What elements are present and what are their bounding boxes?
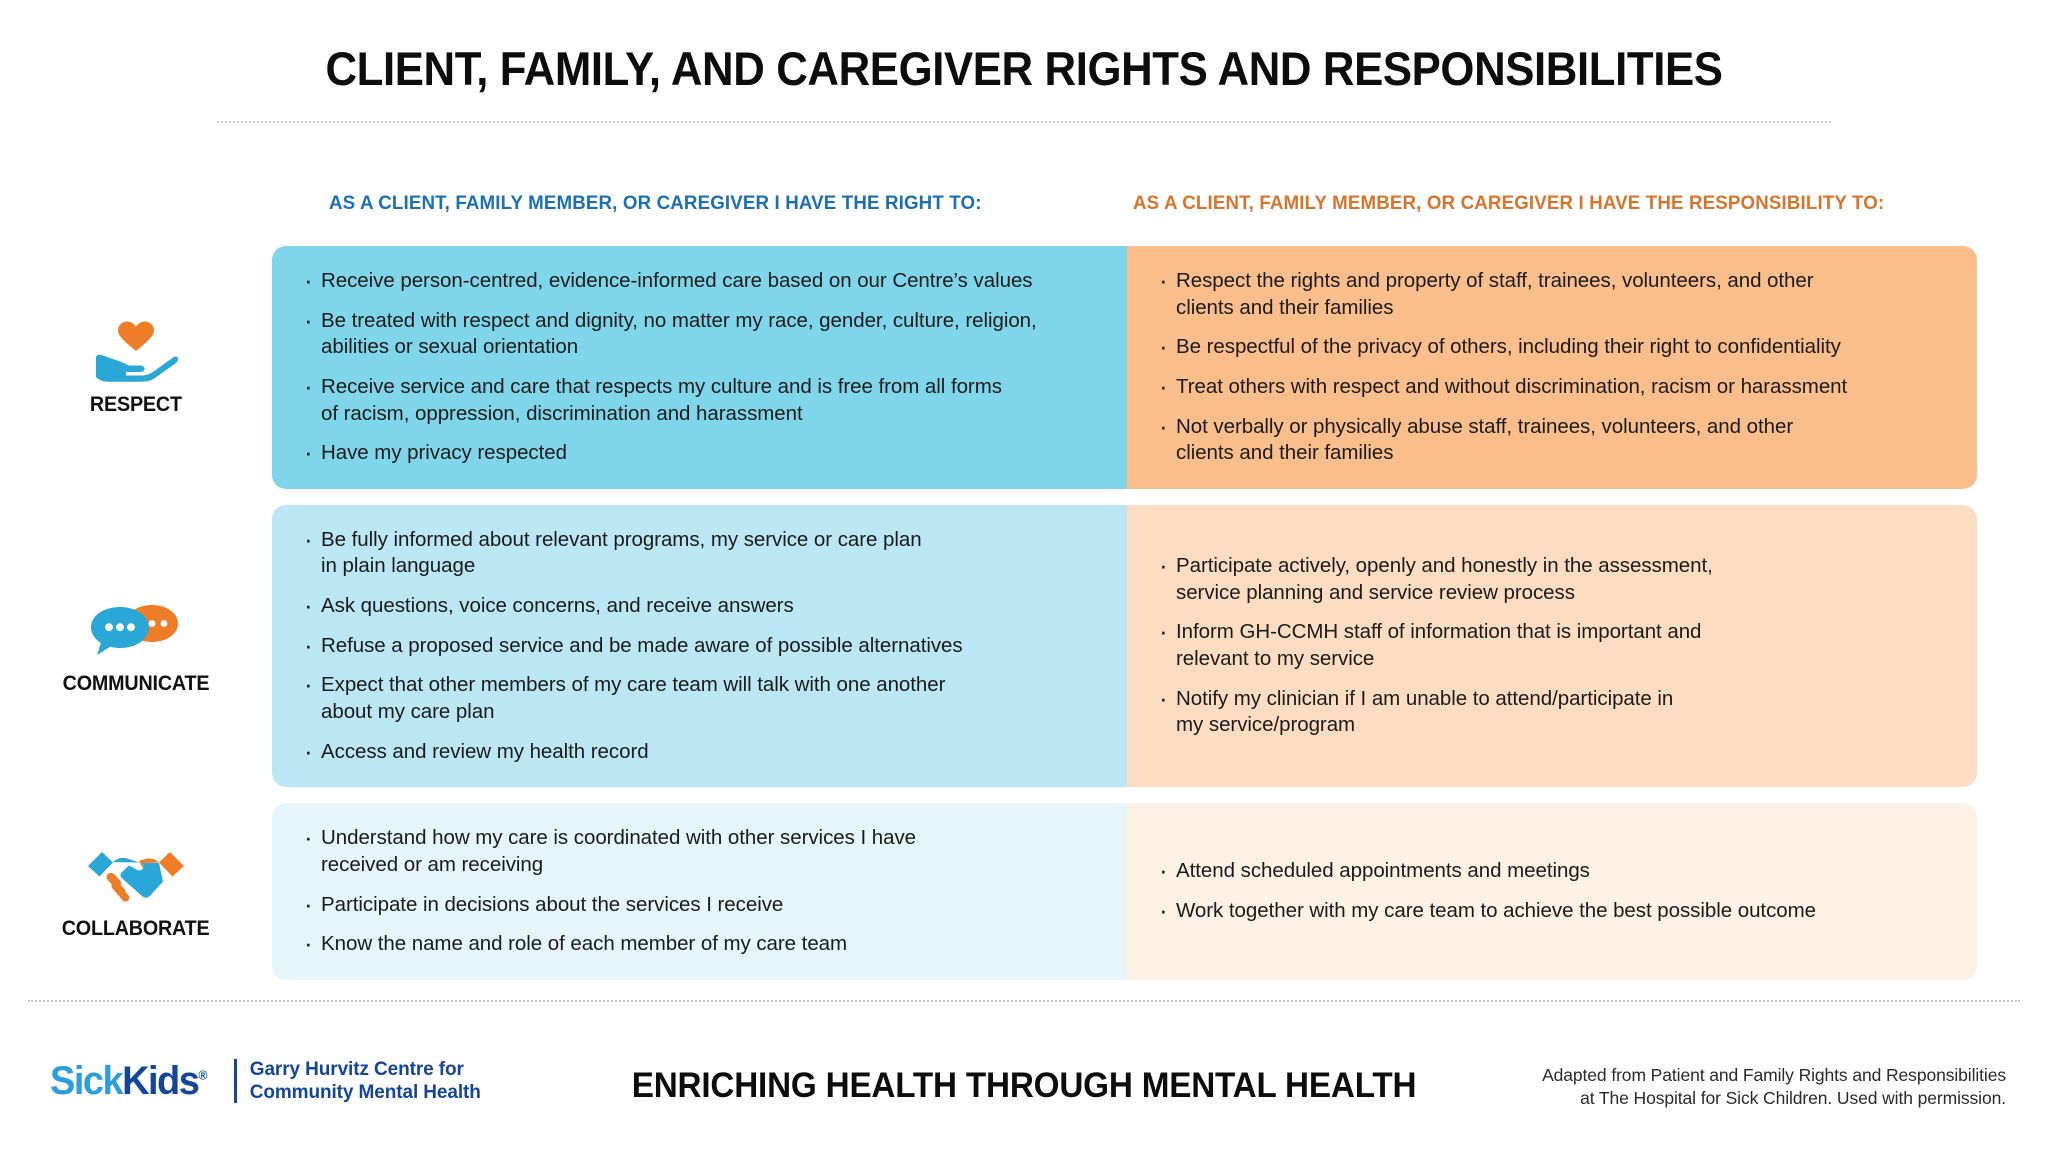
- responsibilities-bullet: [1157, 334, 1947, 361]
- responsibilities-bullet-list: [1157, 858, 1947, 924]
- category-gutter: [0, 246, 272, 489]
- responsibilities-bullet: [1157, 619, 1947, 672]
- bullet-line1: Receive service and care that respects my culture and is free from all forms: [321, 374, 1002, 398]
- rights-column-header: AS A CLIENT, FAMILY MEMBER, OR CAREGIVER I HAVE THE RIGHT TO:: [329, 192, 982, 214]
- bullet-line1: Participate in decisions about the services I receive: [321, 892, 784, 916]
- rights-bullet-list: [302, 825, 1097, 958]
- bullet-line1: Refuse a proposed service and be made aware of possible alternatives: [321, 633, 963, 657]
- bullet-line1: Inform GH-CCMH staff of information that is important and: [1176, 620, 1702, 644]
- logo-centre-name-line1: Garry Hurvitz Centre for: [249, 1059, 464, 1080]
- handshake-icon: [86, 842, 186, 908]
- matrix-row: [0, 803, 2048, 980]
- category-label: COMMUNICATE: [62, 671, 210, 695]
- responsibilities-bullet: [1157, 686, 1947, 739]
- page-title: CLIENT, FAMILY, AND CAREGIVER RIGHTS AND RESPONSIBILITIES: [325, 42, 1723, 95]
- rights-bullet-list: [302, 527, 1097, 765]
- rights-bullet: [302, 374, 1097, 427]
- footer: [0, 1030, 2048, 1140]
- rights-panel: [272, 803, 1127, 980]
- bullet-line2: clients and their families: [1176, 295, 1394, 319]
- matrix-row: [0, 246, 2048, 489]
- responsibilities-bullet-list: [1157, 553, 1947, 739]
- responsibilities-bullet: [1157, 374, 1947, 401]
- rights-panel: [272, 505, 1127, 787]
- logo-sick-text: Sick: [50, 1059, 123, 1104]
- bullet-line2: of racism, oppression, discrimination and harassment: [321, 401, 803, 425]
- bullet-line2: my service/program: [1176, 713, 1356, 737]
- responsibilities-bullet: [1157, 858, 1947, 885]
- responsibilities-panel: [1127, 246, 1977, 489]
- footer-attribution: [1542, 1064, 2006, 1110]
- responsibilities-bullet: [1157, 898, 1947, 925]
- rights-bullet: [302, 268, 1097, 295]
- responsibilities-column-header: AS A CLIENT, FAMILY MEMBER, OR CAREGIVER I HAVE THE RESPONSIBILITY TO:: [1133, 192, 1885, 214]
- rights-bullet: [302, 892, 1097, 919]
- responsibilities-bullet-list: [1157, 268, 1947, 467]
- rights-bullet: [302, 527, 1097, 580]
- bullet-line1: Ask questions, voice concerns, and receive answers: [321, 594, 794, 618]
- rights-bullet: [302, 633, 1097, 660]
- column-headers: [0, 192, 2048, 224]
- category-gutter: [0, 505, 272, 787]
- title-divider: [217, 121, 1831, 123]
- bullet-line1: Be respectful of the privacy of others, including their right to confidentiality: [1176, 335, 1841, 359]
- responsibilities-bullet: [1157, 553, 1947, 606]
- bullet-line2: clients and their families: [1176, 441, 1394, 465]
- category-label: RESPECT: [90, 392, 182, 416]
- heart-in-hand-icon: [86, 318, 186, 384]
- bullet-line1: Attend scheduled appointments and meetings: [1176, 859, 1590, 883]
- logo-kids-text: Kids: [122, 1059, 199, 1104]
- rights-bullet: [302, 739, 1097, 766]
- footer-tagline: ENRICHING HEALTH THROUGH MENTAL HEALTH: [631, 1066, 1417, 1105]
- attribution-line1: Adapted from Patient and Family Rights and Responsibilities: [1542, 1065, 2006, 1085]
- responsibilities-bullet: [1157, 414, 1947, 467]
- bullet-line1: Understand how my care is coordinated with other services I have: [321, 826, 917, 850]
- title-section: [0, 0, 2048, 93]
- bullet-line2: received or am receiving: [321, 852, 544, 876]
- rights-bullet: [302, 931, 1097, 958]
- bullet-line1: Have my privacy respected: [321, 441, 567, 465]
- bullet-line1: Know the name and role of each member of my care team: [321, 932, 848, 956]
- registered-trademark-icon: ®: [198, 1067, 208, 1083]
- bullet-line1: Treat others with respect and without discrimination, racism or harassment: [1176, 374, 1848, 398]
- category-gutter: [0, 803, 272, 980]
- bullet-line1: Expect that other members of my care team will talk with one another: [321, 673, 946, 697]
- rights-bullet: [302, 440, 1097, 467]
- speech-bubbles-icon: [86, 597, 186, 663]
- bullet-line1: Work together with my care team to achieve the best possible outcome: [1176, 899, 1817, 923]
- rights-bullet: [302, 593, 1097, 620]
- category-label: COLLABORATE: [62, 917, 210, 941]
- rights-responsibilities-matrix: [0, 246, 2048, 996]
- rights-bullet: [302, 308, 1097, 361]
- bullet-line1: Be fully informed about relevant programs, my service or care plan: [321, 527, 922, 551]
- rights-bullet: [302, 672, 1097, 725]
- bullet-line1: Be treated with respect and dignity, no matter my race, gender, culture, religion,: [321, 308, 1037, 332]
- bullet-line2: about my care plan: [321, 700, 495, 724]
- rights-bullet-list: [302, 268, 1097, 467]
- rights-bullet: [302, 825, 1097, 878]
- bullet-line1: Not verbally or physically abuse staff, trainees, volunteers, and other: [1176, 414, 1794, 438]
- responsibilities-bullet: [1157, 268, 1947, 321]
- bullet-line2: abilities or sexual orientation: [321, 335, 579, 359]
- responsibilities-panel: [1127, 505, 1977, 787]
- logo-centre-name-line2: Community Mental Health: [249, 1082, 481, 1104]
- footer-divider: [28, 1000, 2020, 1002]
- rights-panel: [272, 246, 1127, 489]
- bullet-line1: Notify my clinician if I am unable to attend/participate in: [1176, 686, 1674, 710]
- responsibilities-panel: [1127, 803, 1977, 980]
- matrix-row: [0, 505, 2048, 787]
- bullet-line1: Receive person-centred, evidence-informed care based on our Centre’s values: [321, 269, 1033, 292]
- bullet-line2: in plain language: [321, 554, 476, 578]
- bullet-line1: Access and review my health record: [321, 739, 649, 763]
- attribution-line2: at The Hospital for Sick Children. Used with permission.: [1580, 1088, 2006, 1109]
- bullet-line2: relevant to my service: [1176, 647, 1375, 671]
- bullet-line1: Respect the rights and property of staff, trainees, volunteers, and other: [1176, 269, 1814, 292]
- bullet-line2: service planning and service review process: [1176, 580, 1575, 604]
- bullet-line1: Participate actively, openly and honestly in the assessment,: [1176, 554, 1713, 578]
